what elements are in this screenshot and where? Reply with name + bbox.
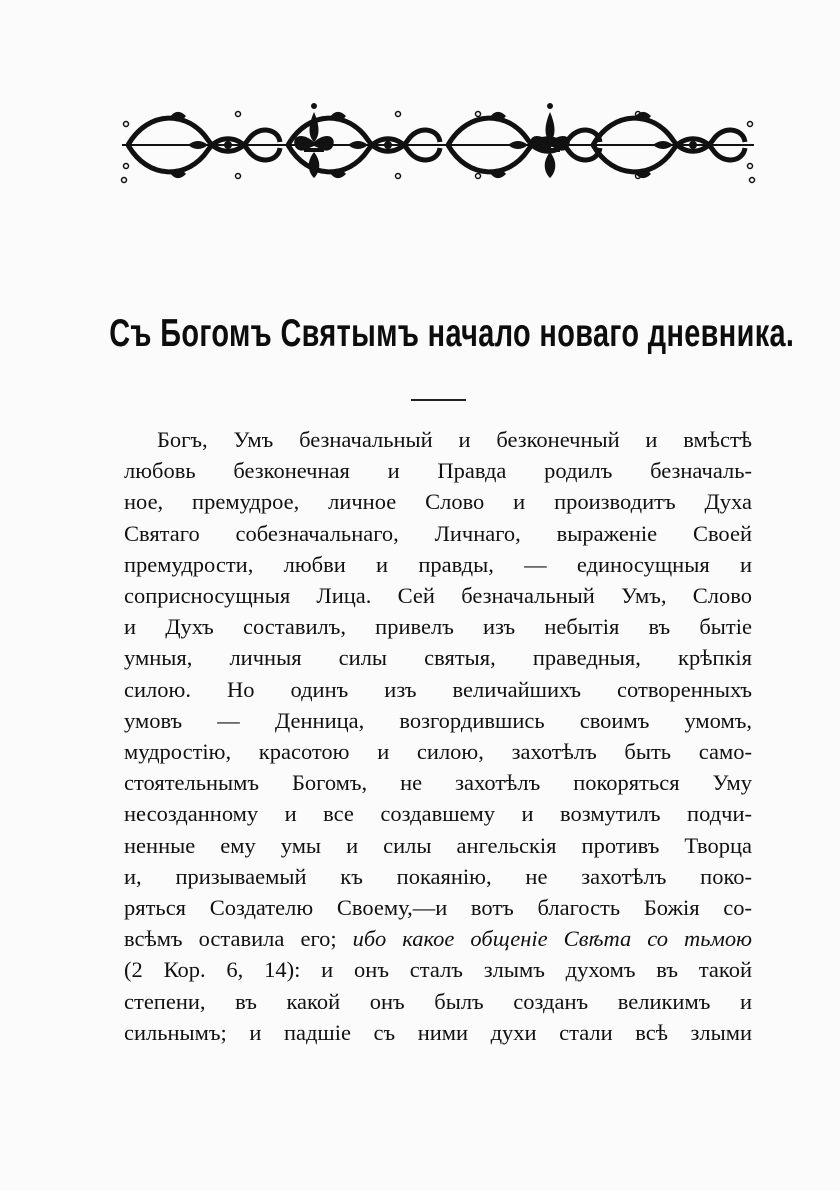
text-line: ное, премудрое, личное Слово и производитъ Духа xyxy=(124,489,752,515)
text-line: и, призываемый къ покаянію, не захотѣлъ поко- xyxy=(124,863,752,889)
body-text xyxy=(124,424,752,1048)
title-divider xyxy=(411,399,466,401)
text-line: Святаго собезначальнаго, Личнаго, выраженіе Своей xyxy=(124,520,752,546)
text-line: любовь безконечная и Правда родилъ безначаль- xyxy=(124,458,752,484)
text-line: сильнымъ; и падшіе съ ними духи стали всѣ злыми xyxy=(124,1019,752,1045)
text-line: стоятельнымъ Богомъ, не захотѣлъ покоряться Уму xyxy=(124,770,752,796)
text-line: (2 Кор. 6, 14): и онъ сталъ злымъ духомъ въ такой xyxy=(124,957,752,983)
text-line: мудростію, красотою и силою, захотѣлъ быть само- xyxy=(124,739,752,765)
text-line-regular: всѣмъ оставила его; xyxy=(124,926,353,952)
text-line: премудрости, любви и правды, — единосущныя и xyxy=(124,551,752,577)
text-line: степени, въ какой онъ былъ созданъ великимъ и xyxy=(124,988,752,1014)
page-title: Съ Богомъ Святымъ начало новаго дневника. xyxy=(109,312,795,355)
text-line: соприсносущныя Лица. Сей безначальный Умъ, Слово xyxy=(124,583,752,609)
text-line: и Духъ составилъ, привелъ изъ небытія въ бытіе xyxy=(124,614,752,640)
text-line: силою. Но одинъ изъ величайшихъ сотворенныхъ xyxy=(124,676,752,702)
text-line: Богъ, Умъ безначальный и безконечный и вмѣстѣ xyxy=(157,427,752,452)
text-line: ряться Создателю Своему,—и вотъ благость Божія со- xyxy=(124,895,752,921)
scripture-quote: ибо какое общеніе Свѣта со тьмою xyxy=(352,926,752,952)
text-line: умныя, личныя силы святыя, праведныя, крѣпкія xyxy=(124,645,752,671)
text-line: умовъ — Денница, возгордившись своимъ умомъ, xyxy=(124,707,752,733)
text-line: ненные ему умы и силы ангельскія противъ Творца xyxy=(124,832,752,858)
text-line: несозданному и все создавшему и возмутилъ подчи- xyxy=(124,801,752,827)
decorative-scroll-border-icon xyxy=(118,100,758,190)
text-line-mixed xyxy=(124,923,752,954)
